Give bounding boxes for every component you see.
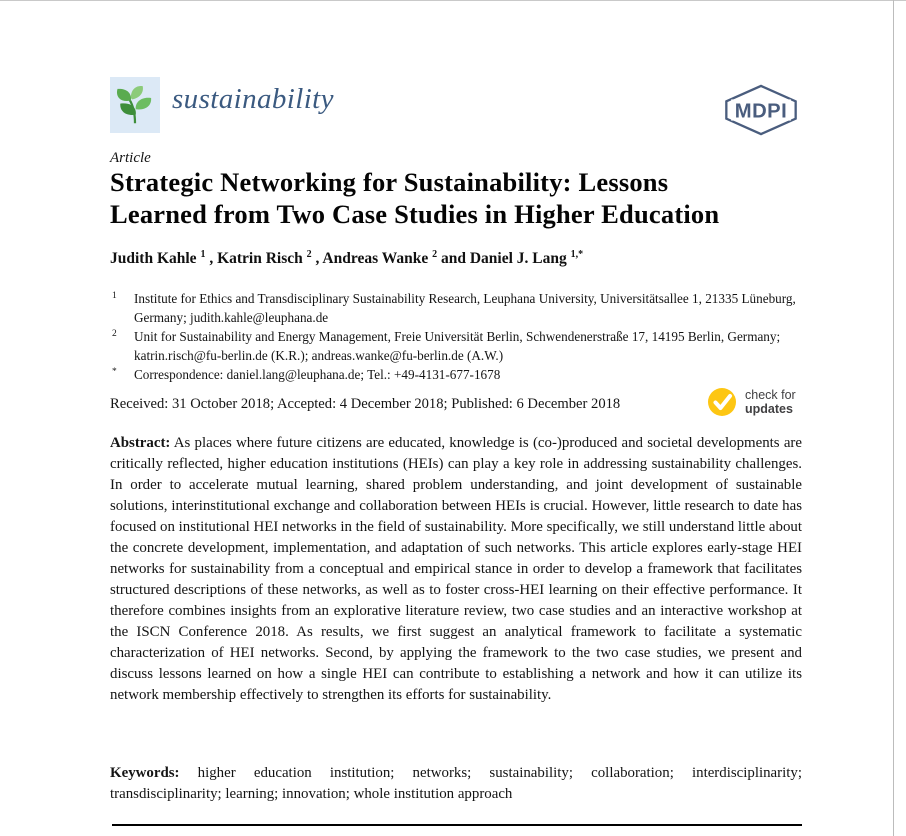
mdpi-logo-text: MDPI (734, 100, 788, 123)
author-affiliation-ref: 1,* (570, 248, 584, 260)
page-right-edge (893, 0, 894, 836)
journal-name: sustainability (172, 83, 334, 115)
author-name: , Andreas Wanke (315, 250, 433, 267)
affiliation-text: Institute for Ethics and Transdisciplinary Sustainability Research, Leuphana University, Universitätsallee 1, 21335 Lüneburg, Germany; judith.kahle@leuphana.de (134, 291, 796, 325)
dates-line: Received: 31 October 2018; Accepted: 4 December 2018; Published: 6 December 2018 (110, 396, 621, 412)
title-line-2: Learned from Two Case Studies in Higher Education (110, 198, 720, 229)
affiliation-text: Correspondence: daniel.lang@leuphana.de; Tel.: +49-4131-677-1678 (134, 367, 501, 382)
keywords-label: Keywords: (110, 765, 180, 781)
abstract-text: As places where future citizens are educated, knowledge is (co-)produced and societal developments are critically reflected, higher education institutions (HEIs) can play a key role in addressing sustainability challenges. In order to accelerate mutual learning, shared problem understanding, and joint development of sustainable solutions, interinstitutional exchange and collaboration between HEIs is crucial. However, little research to date has focused on institutional HEI networks in the field of sustainability. More specifically, we still understand little about the concrete development, implementation, and adaptation of such networks. This article explores early-stage HEI networks for sustainability from a conceptual and empirical stance in order to develop a framework that facilitates structured descriptions of these networks, as well as to foster cross-HEI learning on their effective performance. It therefore combines insights from an explorative literature review, two case studies and an interactive workshop at the ISCN Conference 2018. As results, we first suggest an analytical framework to facilitate a systematic characterization of HEI networks. Second, by applying the framework to the two case studies, we present and discuss lessons learned on how a single HEI can contribute to establishing a network and how it can utilize its network membership effectively to strengthen its efforts for sustainability. (110, 435, 802, 703)
author-line (110, 250, 583, 268)
article-type-label: Article (110, 150, 151, 166)
page-top-edge (0, 0, 906, 1)
badge-line-1: check for (745, 388, 796, 402)
affiliation-list (112, 289, 802, 384)
author-name: , Katrin Risch (209, 250, 307, 267)
keywords (110, 763, 802, 805)
author-affiliation-ref: 2 (432, 248, 438, 260)
title-line-1: Strategic Networking for Sustainability: Lessons (110, 167, 669, 197)
abstract-label: Abstract: (110, 435, 171, 451)
check-for-updates-label (745, 388, 796, 416)
check-for-updates-badge[interactable] (707, 387, 796, 417)
author-affiliation-ref: 1 (200, 248, 206, 260)
article-title (110, 167, 816, 230)
affiliation-item (112, 289, 802, 327)
mdpi-logo (718, 84, 804, 136)
plant-icon (114, 81, 156, 129)
checkmark-icon (707, 387, 737, 417)
author-affiliation-ref: 2 (306, 248, 312, 260)
keywords-text: higher education institution; networks; sustainability; collaboration; interdisciplinarity; transdisciplinarity; learning; innovation; whole institution approach (110, 765, 802, 802)
author (316, 250, 438, 267)
abstract (110, 433, 802, 706)
journal-logo (110, 77, 160, 133)
affiliation-item (112, 327, 802, 365)
author (441, 250, 583, 267)
author-name: Judith Kahle (110, 250, 201, 267)
footer-divider (112, 824, 802, 826)
affiliation-marker: 2 (112, 329, 117, 339)
author (110, 250, 205, 267)
affiliation-marker: 1 (112, 291, 117, 301)
badge-line-2: updates (745, 402, 793, 416)
affiliation-marker: * (112, 367, 117, 377)
author (209, 250, 311, 267)
affiliation-item (112, 365, 802, 384)
affiliation-text: Unit for Sustainability and Energy Management, Freie Universität Berlin, Schwendenerstraße 17, 14195 Berlin, Germany; katrin.risch@fu-berlin.de (K.R.); andreas.wanke@fu-berlin.de (A.W.) (134, 329, 781, 363)
author-name: and Daniel J. Lang (440, 250, 571, 267)
